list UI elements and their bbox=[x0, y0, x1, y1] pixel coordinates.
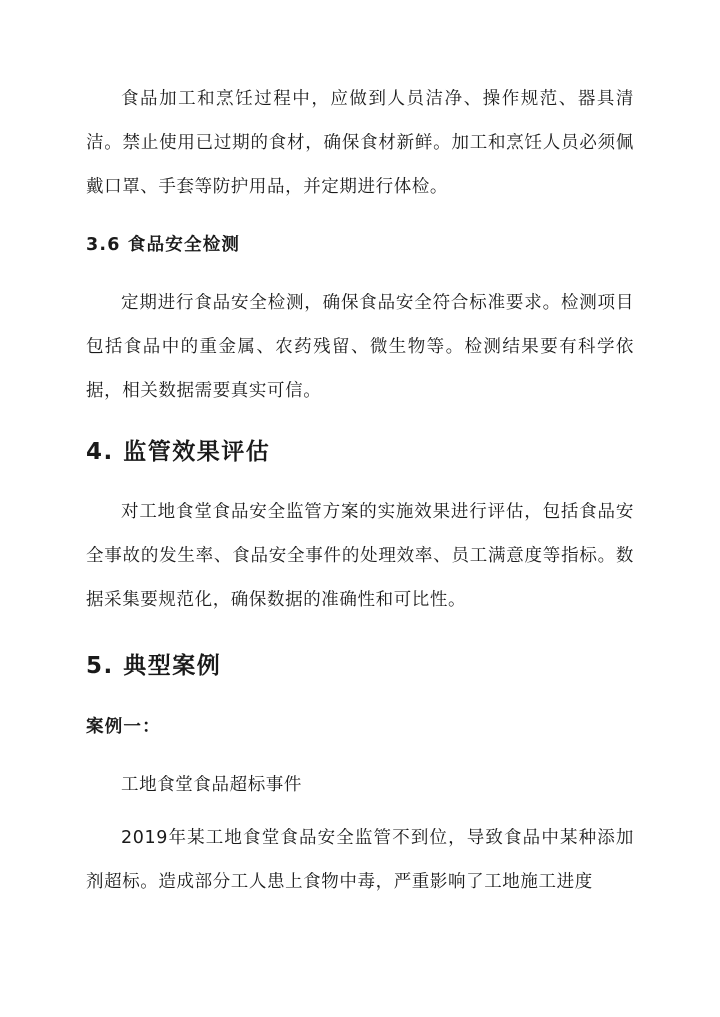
heading-5-typical-cases: 5. 典型案例 bbox=[86, 653, 222, 679]
case-one-label: 案例一： bbox=[86, 717, 161, 737]
paragraph-food-processing: 食品加工和烹饪过程中，应做到人员洁净、操作规范、器具清洁。禁止使用已过期的食材，确保食材新鲜。加工和烹饪人员必须佩戴口罩、手套等防护用品，并定期进行体检。 bbox=[86, 89, 634, 197]
paragraph-case-one: 2019年某工地食堂食品安全监管不到位，导致食品中某种添加剂超标。造成部分工人患上食物中毒，严重影响了工地施工进度 bbox=[86, 828, 634, 892]
paragraph-food-safety-testing: 定期进行食品安全检测，确保食品安全符合标准要求。检测项目包括食品中的重金属、农药残留、微生物等。检测结果要有科学依据，相关数据需要真实可信。 bbox=[86, 293, 634, 401]
heading-3-6-food-safety-testing: 3.6 食品安全检测 bbox=[86, 235, 241, 255]
case-one-title: 工地食堂食品超标事件 bbox=[121, 775, 302, 795]
paragraph-supervision-evaluation: 对工地食堂食品安全监管方案的实施效果进行评估，包括食品安全事故的发生率、食品安全事件的处理效率、员工满意度等指标。数据采集要规范化，确保数据的准确性和可比性。 bbox=[86, 502, 634, 610]
heading-4-supervision-evaluation: 4. 监管效果评估 bbox=[86, 439, 271, 465]
